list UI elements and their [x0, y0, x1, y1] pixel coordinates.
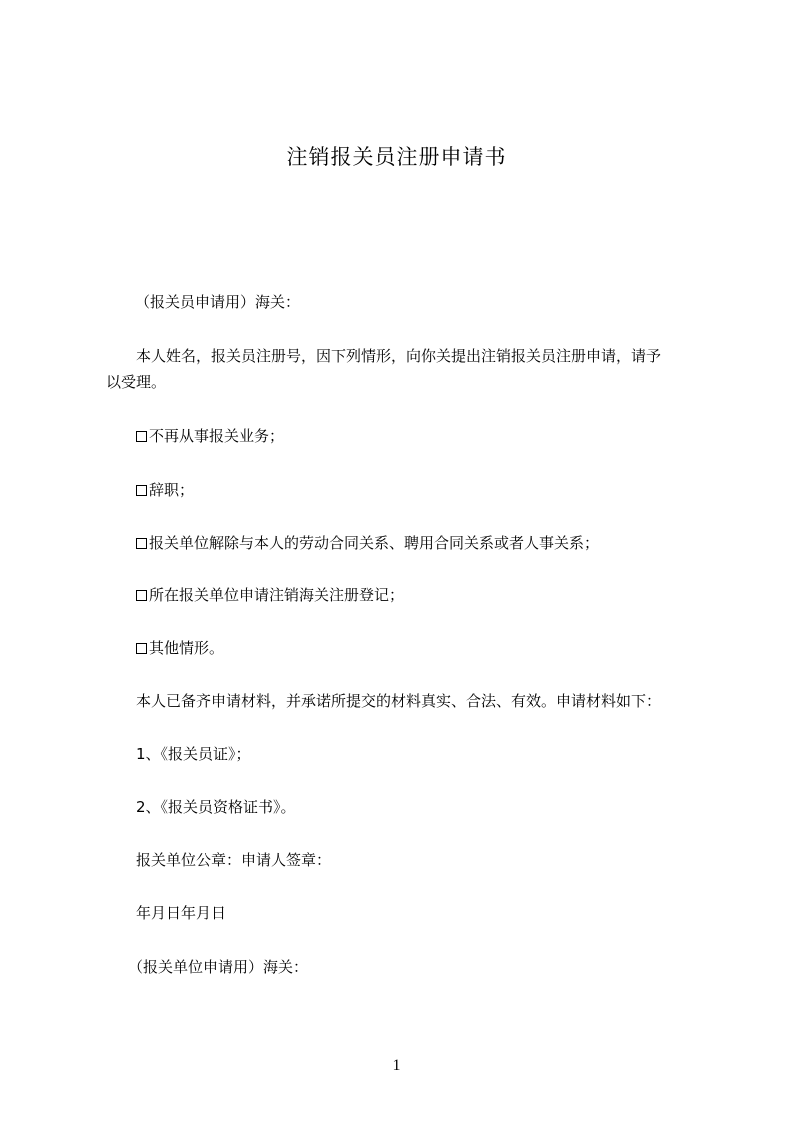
- intro-line-1: 本人姓名，报关员注册号，因下列情形，向你关提出注销报关员注册申请，请予: [136, 347, 662, 365]
- materials-intro: 本人已备齐申请材料，并承诺所提交的材料真实、合法、有效。申请材料如下：: [136, 692, 662, 710]
- checkbox-icon: [136, 485, 147, 496]
- intro-line-2: 以受理。: [106, 373, 167, 391]
- checkbox-icon: [136, 590, 147, 601]
- material-item-1: 1、《报关员证》；: [136, 745, 251, 763]
- checkbox-icon: [136, 538, 147, 549]
- option-label: 辞职；: [149, 481, 195, 499]
- date-line: 年月日年月日: [136, 904, 227, 922]
- addressee: （报关员申请用）海关：: [135, 293, 301, 311]
- checkbox-icon: [136, 643, 147, 654]
- option-unit-deregistration: [136, 585, 404, 605]
- document-title: 注销报关员注册申请书: [286, 145, 507, 169]
- option-label: 所在报关单位申请注销海关注册登记；: [149, 586, 405, 604]
- option-resignation: [136, 480, 194, 500]
- option-no-longer-customs-work: [136, 426, 284, 446]
- option-label: 其他情形。: [149, 639, 225, 657]
- option-other: [136, 638, 224, 658]
- option-label: 不再从事报关业务；: [149, 427, 285, 445]
- material-item-2: 2、《报关员资格证书》。: [136, 798, 296, 816]
- page-number: 1: [392, 1057, 401, 1074]
- signature-line: 报关单位公章：申请人签章：: [136, 851, 332, 869]
- option-label: 报关单位解除与本人的劳动合同关系、聘用合同关系或者人事关系；: [149, 534, 600, 552]
- checkbox-icon: [136, 431, 147, 442]
- option-contract-terminated: [136, 533, 599, 553]
- unit-addressee: （报关单位申请用）海关：: [128, 958, 309, 976]
